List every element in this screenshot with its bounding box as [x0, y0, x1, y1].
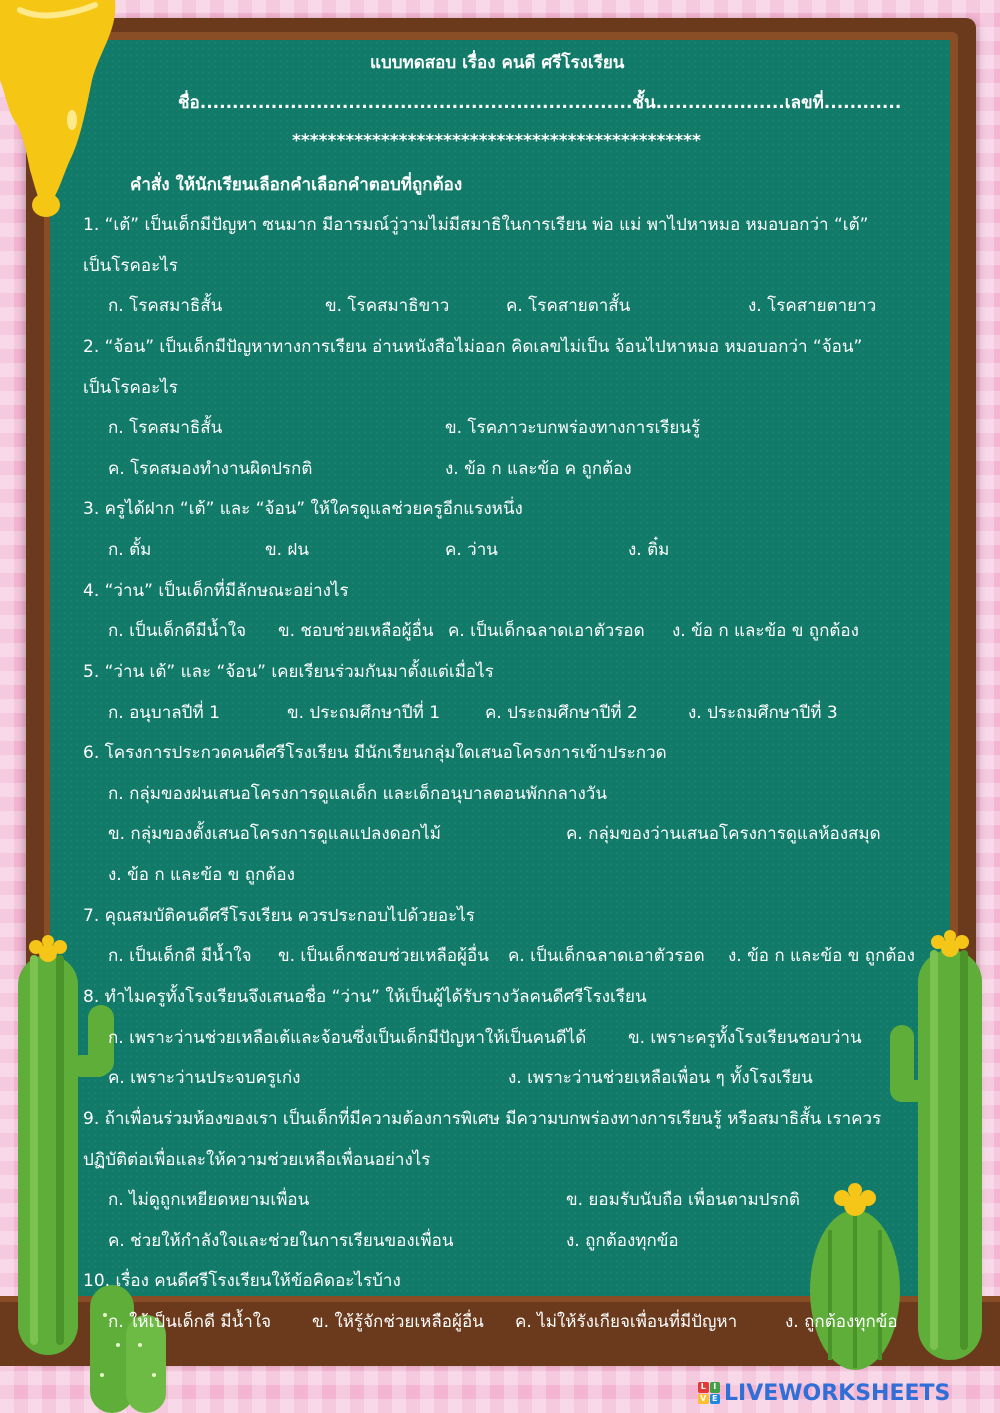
question-2-line-1: 2. “จ้อน” เป็นเด็กมีปัญหาทางการเรียน อ่านหนังสือไม่ออก คิดเลขไม่เป็น จ้อนไปหาหมอ หมอบอกว่า “จ้อน”	[83, 337, 863, 357]
question-4-line-1: 4. “ว่าน” เป็นเด็กที่มีลักษณะอย่างไร	[83, 581, 349, 601]
divider-line: **********************************************	[292, 131, 701, 151]
question-7-option-b[interactable]: ข. เป็นเด็กชอบช่วยเหลือผู้อื่น	[278, 946, 489, 966]
question-7-option-c[interactable]: ค. เป็นเด็กฉลาดเอาตัวรอด	[508, 946, 705, 966]
question-6-option-d[interactable]: ง. ข้อ ก และข้อ ข ถูกต้อง	[108, 865, 295, 885]
question-6-option-b[interactable]: ข. กลุ่มของตั้งเสนอโครงการดูแลแปลงดอกไม้	[108, 824, 441, 844]
question-8-option-c[interactable]: ค. เพราะว่านประจบครูเก่ง	[108, 1068, 301, 1088]
question-2-line-2: เป็นโรคอะไร	[83, 378, 178, 398]
question-5-option-a[interactable]: ก. อนุบาลปีที่ 1	[108, 703, 220, 723]
question-3-option-b[interactable]: ข. ฝน	[265, 540, 310, 560]
question-10-line-1: 10. เรื่อง คนดีศรีโรงเรียนให้ข้อคิดอะไรบ้าง	[83, 1271, 401, 1291]
logo-tile-l: L	[698, 1382, 709, 1393]
question-4-option-d[interactable]: ง. ข้อ ก และข้อ ข ถูกต้อง	[672, 621, 859, 641]
logo-tile-v: V	[698, 1394, 709, 1405]
question-5-option-c[interactable]: ค. ประถมศึกษาปีที่ 2	[485, 703, 638, 723]
liveworksheets-logo-icon	[698, 1382, 720, 1404]
liveworksheets-watermark	[698, 1380, 994, 1406]
question-3-option-d[interactable]: ง. ติ๋ม	[628, 540, 670, 560]
logo-tile-i: I	[710, 1382, 721, 1393]
question-7-line-1: 7. คุณสมบัติคนดีศรีโรงเรียน ควรประกอบไปด้วยอะไร	[83, 906, 475, 926]
question-4-option-b[interactable]: ข. ชอบช่วยเหลือผู้อื่น	[278, 621, 434, 641]
question-9-option-b[interactable]: ข. ยอมรับนับถือ เพื่อนตามปรกติ	[566, 1190, 800, 1210]
question-10-option-b[interactable]: ข. ให้รู้จักช่วยเหลือผู้อื่น	[312, 1312, 484, 1332]
logo-tile-e: E	[710, 1394, 721, 1405]
question-1-line-2: เป็นโรคอะไร	[83, 256, 178, 276]
question-10-option-d[interactable]: ง. ถูกต้องทุกข้อ	[785, 1312, 898, 1332]
question-6-line-1: 6. โครงการประกวดคนดีศรีโรงเรียน มีนักเรียนกลุ่มใดเสนอโครงการเข้าประกวด	[83, 743, 667, 763]
question-2-option-d[interactable]: ง. ข้อ ก และข้อ ค ถูกต้อง	[445, 459, 632, 479]
question-8-option-b[interactable]: ข. เพราะครูทั้งโรงเรียนชอบว่าน	[628, 1028, 862, 1048]
question-1-option-d[interactable]: ง. โรคสายตายาว	[748, 296, 877, 316]
question-5-option-d[interactable]: ง. ประถมศึกษาปีที่ 3	[688, 703, 838, 723]
question-9-option-c[interactable]: ค. ช่วยให้กำลังใจและช่วยในการเรียนของเพื่อน	[108, 1231, 454, 1251]
instruction-text: คำสั่ง ให้นักเรียนเลือกคำเลือกคำตอบที่ถูกต้อง	[130, 175, 463, 195]
question-6-option-a[interactable]: ก. กลุ่มของฝนเสนอโครงการดูแลเด็ก และเด็กอนุบาลตอนพักกลางวัน	[108, 784, 607, 804]
question-9-line-1: 9. ถ้าเพื่อนร่วมห้องของเรา เป็นเด็กที่มีความต้องการพิเศษ มีความบกพร่องทางการเรียนรู้ หรือสมาธิสั้น เราควร	[83, 1109, 882, 1129]
question-9-option-d[interactable]: ง. ถูกต้องทุกข้อ	[566, 1231, 679, 1251]
question-2-option-a[interactable]: ก. โรคสมาธิสั้น	[108, 418, 223, 438]
question-3-option-a[interactable]: ก. ตั้ม	[108, 540, 152, 560]
watermark-text: LIVEWORKSHEETS	[724, 1380, 951, 1406]
question-9-option-a[interactable]: ก. ไม่ดูถูกเหยียดหยามเพื่อน	[108, 1190, 310, 1210]
question-5-option-b[interactable]: ข. ประถมศึกษาปีที่ 1	[287, 703, 441, 723]
question-1-option-a[interactable]: ก. โรคสมาธิสั้น	[108, 296, 223, 316]
question-5-line-1: 5. “ว่าน เต้” และ “จ้อน” เคยเรียนร่วมกันมาตั้งแต่เมื่อไร	[83, 662, 494, 682]
question-1-line-1: 1. “เต้” เป็นเด็กมีปัญหา ซนมาก มีอารมณ์วู่วามไม่มีสมาธิในการเรียน พ่อ แม่ พาไปหาหมอ หมอบอกว่า “เต้”	[83, 215, 869, 235]
question-10-option-c[interactable]: ค. ไม่ให้รังเกียจเพื่อนที่มีปัญหา	[515, 1312, 738, 1332]
question-6-option-c[interactable]: ค. กลุ่มของว่านเสนอโครงการดูแลห้องสมุด	[566, 824, 881, 844]
question-4-option-c[interactable]: ค. เป็นเด็กฉลาดเอาตัวรอด	[448, 621, 645, 641]
question-8-option-d[interactable]: ง. เพราะว่านช่วยเหลือเพื่อน ๆ ทั้งโรงเรียน	[508, 1068, 813, 1088]
question-1-option-b[interactable]: ข. โรคสมาธิขาว	[325, 296, 450, 316]
question-3-option-c[interactable]: ค. ว่าน	[445, 540, 498, 560]
question-7-option-d[interactable]: ง. ข้อ ก และข้อ ข ถูกต้อง	[728, 946, 915, 966]
question-8-line-1: 8. ทำไมครูทั้งโรงเรียนจึงเสนอชื่อ “ว่าน” ให้เป็นผู้ได้รับรางวัลคนดีศรีโรงเรียน	[83, 987, 647, 1007]
question-9-line-2: ปฏิบัติต่อเพื่อและให้ความช่วยเหลือเพื่อนอย่างไร	[83, 1150, 431, 1170]
student-info-line[interactable]: ชื่อ...................................................................ชั้น....................เลขที่............	[178, 93, 902, 113]
question-10-option-a[interactable]: ก. ให้เป็นเด็กดี มีน้ำใจ	[108, 1312, 272, 1332]
question-2-option-b[interactable]: ข. โรคภาวะบกพร่องทางการเรียนรู้	[445, 418, 701, 438]
question-3-line-1: 3. ครูได้ฝาก “เต้” และ “จ้อน” ให้ใครดูแลช่วยครูอีกแรงหนึ่ง	[83, 499, 523, 519]
question-1-option-c[interactable]: ค. โรคสายตาสั้น	[506, 296, 631, 316]
worksheet-title: แบบทดสอบ เรื่อง คนดี ศรีโรงเรียน	[370, 53, 625, 73]
question-8-option-a[interactable]: ก. เพราะว่านช่วยเหลือเต้และจ้อนซึ่งเป็นเด็กมีปัญหาให้เป็นคนดีได้	[108, 1028, 587, 1048]
question-4-option-a[interactable]: ก. เป็นเด็กดีมีน้ำใจ	[108, 621, 247, 641]
question-7-option-a[interactable]: ก. เป็นเด็กดี มีน้ำใจ	[108, 946, 252, 966]
question-2-option-c[interactable]: ค. โรคสมองทำงานผิดปรกติ	[108, 459, 313, 479]
